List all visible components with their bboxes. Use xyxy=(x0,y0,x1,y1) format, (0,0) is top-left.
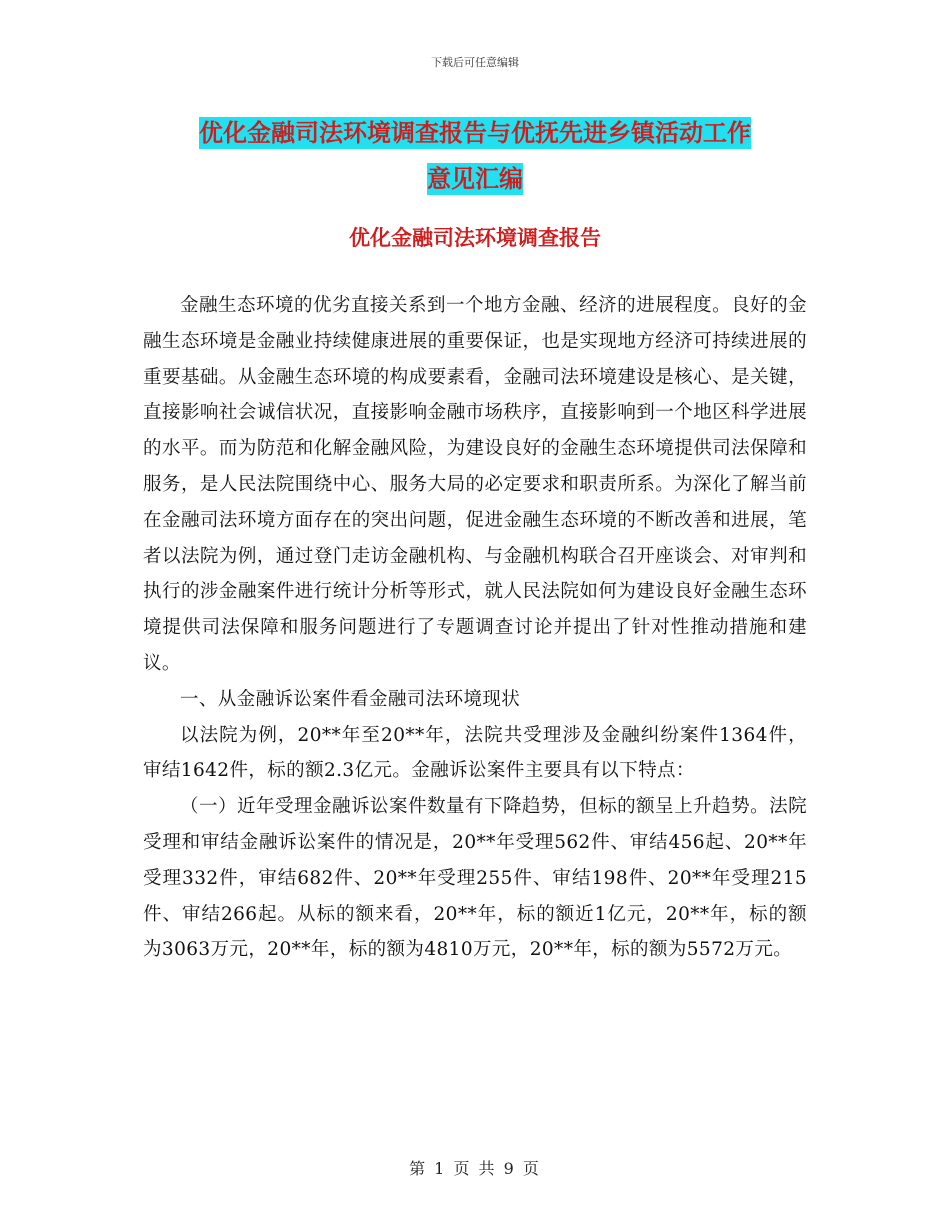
paragraph-intro: 金融生态环境的优劣直接关系到一个地方金融、经济的进展程度。良好的金融生态环境是金融业持续健康进展的重要保证，也是实现地方经济可持续进展的重要基础。从金融生态环境的构成要素看，金融司法环境建设是核心、是关键，直接影响社会诚信状况，直接影响金融市场秩序，直接影响到一个地区科学进展的水平。而为防范和化解金融风险，为建设良好的金融生态环境提供司法保障和服务，是人民法院围绕中心、服务大局的必定要求和职责所系。为深化了解当前在金融司法环境方面存在的突出问题，促进金融生态环境的不断改善和进展，笔者以法院为例，通过登门走访金融机构、与金融机构联合召开座谈会、对审判和执行的涉金融案件进行统计分析等形式，就人民法院如何为建设良好金融生态环境提供司法保障和服务问题进行了专题调查讨论并提出了针对性推动措施和建议。 xyxy=(143,295,807,674)
header-note: 下载后可任意编辑 xyxy=(431,56,519,69)
paragraph-trend: （一）近年受理金融诉讼案件数量有下降趋势，但标的额呈上升趋势。法院受理和审结金融诉讼案件的情况是，20**年受理562件、审结456起、20**年受理332件，审结682件、20**年受理255件、审结198件、20**年受理215件、审结266起。从标的额来看，20**年，标的额近1亿元，20**年，标的额为3063万元，20**年，标的额为4810万元，20**年，标的额为5572万元。 xyxy=(143,796,807,961)
paragraph-statistics: 以法院为例，20**年至20**年，法院共受理涉及金融纠纷案件1364件，审结1642件，标的额2.3亿元。金融诉讼案件主要具有以下特点： xyxy=(143,724,807,782)
section-title: 优化金融司法环境调查报告 xyxy=(349,226,601,250)
document-title-line1: 优化金融司法环境调查报告与优抚先进乡镇活动工作 xyxy=(199,119,751,147)
page-footer: 第 1 页 共 9 页 xyxy=(409,1159,541,1178)
document-title xyxy=(0,110,950,202)
document-body xyxy=(143,288,807,968)
paragraph-heading-1: 一、从金融诉讼案件看金融司法环境现状 xyxy=(180,688,521,710)
document-title-line2: 意见汇编 xyxy=(427,165,523,193)
